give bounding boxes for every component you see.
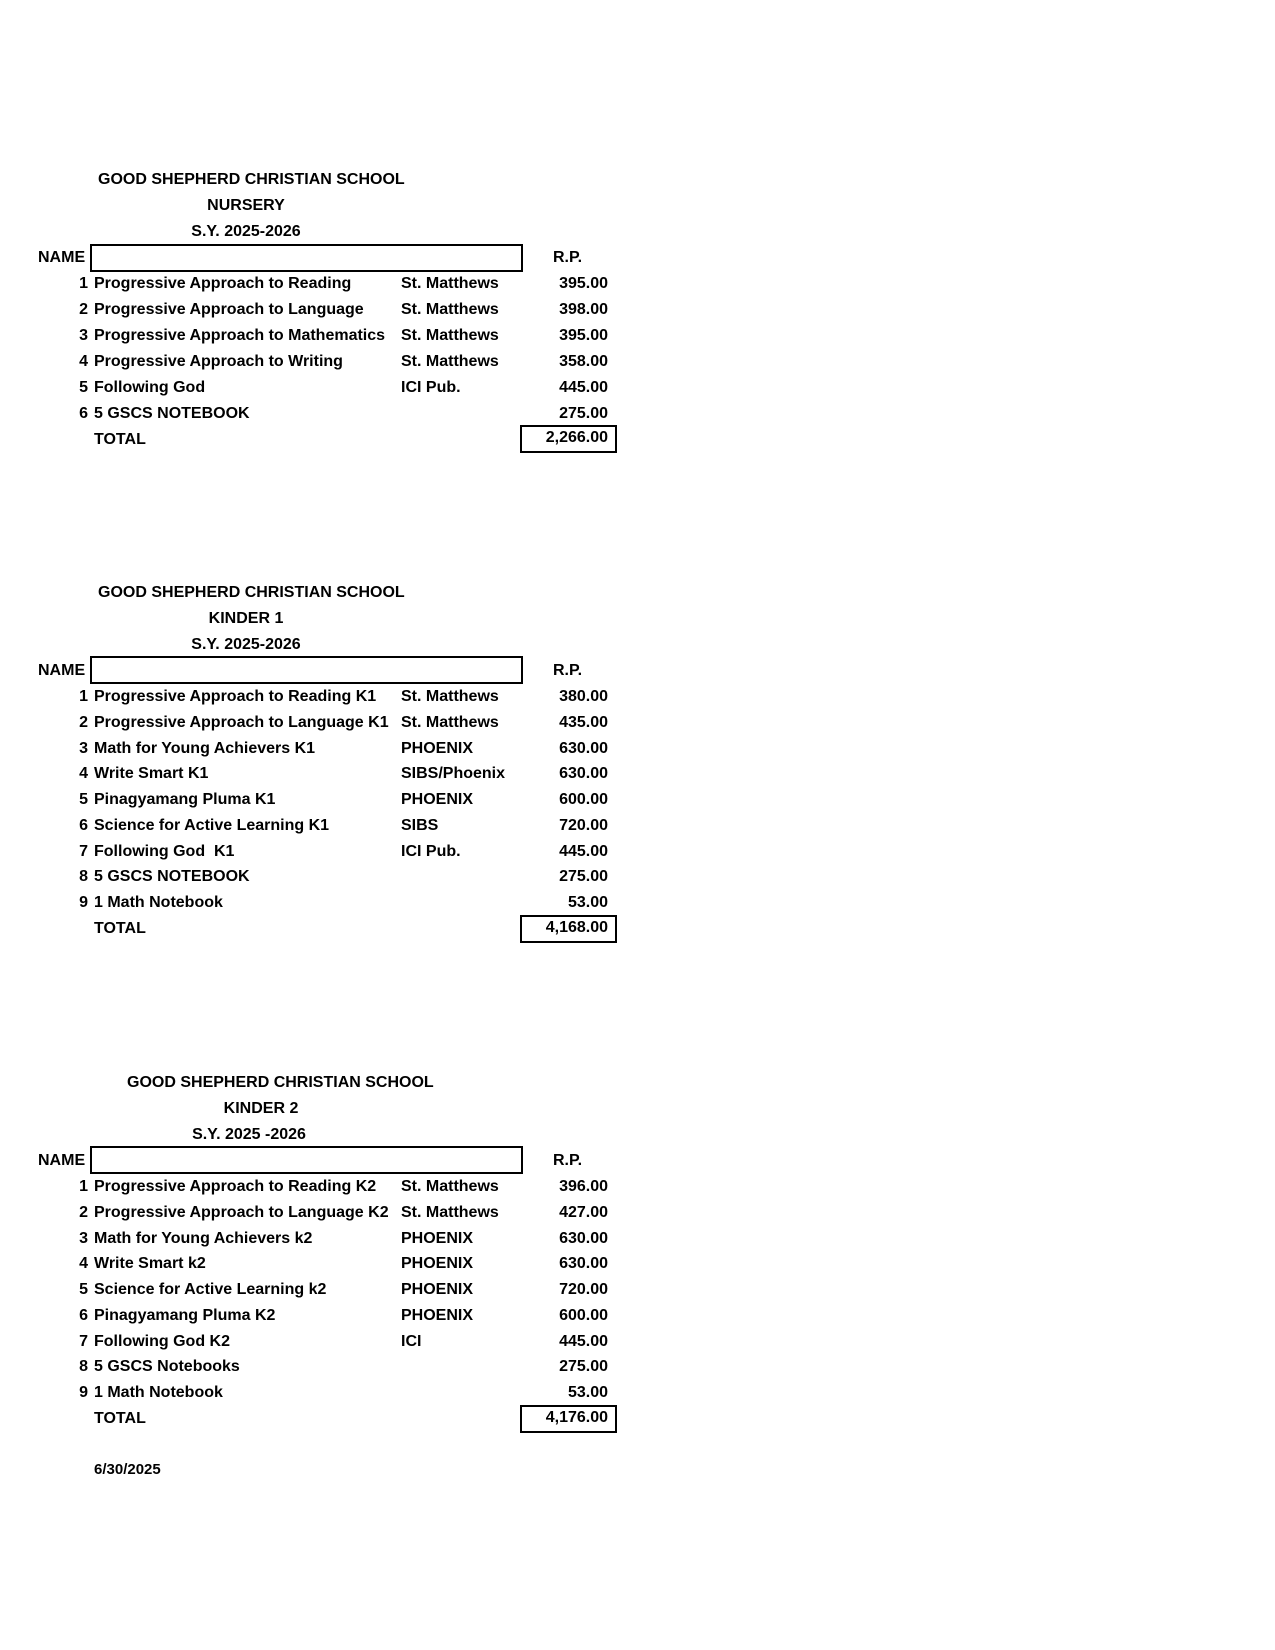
item-publisher: St. Matthews bbox=[401, 275, 499, 292]
item-publisher: PHOENIX bbox=[401, 791, 474, 808]
item-number: 7 bbox=[79, 843, 88, 860]
item-price: 396.00 bbox=[559, 1178, 608, 1195]
name-label: NAME bbox=[38, 249, 86, 266]
name-label: NAME bbox=[38, 1152, 86, 1169]
item-title: Progressive Approach to Reading K2 bbox=[94, 1178, 377, 1195]
item-price: 630.00 bbox=[559, 740, 608, 757]
item-number: 9 bbox=[79, 1384, 88, 1401]
item-number: 3 bbox=[79, 327, 88, 344]
item-price: 427.00 bbox=[559, 1204, 608, 1221]
item-number: 5 bbox=[79, 791, 88, 808]
total-label: TOTAL bbox=[94, 920, 146, 937]
item-price: 53.00 bbox=[567, 894, 608, 911]
item-title: Progressive Approach to Mathematics bbox=[94, 327, 386, 344]
item-title: Progressive Approach to Language K1 bbox=[94, 714, 389, 731]
item-number: 9 bbox=[79, 894, 88, 911]
name-field[interactable] bbox=[90, 1146, 523, 1174]
item-title: Following God bbox=[94, 379, 206, 396]
item-title: Write Smart k2 bbox=[94, 1255, 206, 1272]
item-price: 445.00 bbox=[559, 379, 608, 396]
total-value: 4,176.00 bbox=[520, 1405, 617, 1433]
price-header: R.P. bbox=[553, 662, 583, 679]
item-number: 2 bbox=[79, 1204, 88, 1221]
item-title: 1 Math Notebook bbox=[94, 894, 223, 911]
item-price: 395.00 bbox=[559, 275, 608, 292]
item-publisher: ICI bbox=[401, 1333, 422, 1350]
item-publisher: St. Matthews bbox=[401, 1178, 499, 1195]
item-price: 275.00 bbox=[559, 1358, 608, 1375]
item-price: 358.00 bbox=[559, 353, 608, 370]
item-number: 6 bbox=[79, 817, 88, 834]
item-publisher: PHOENIX bbox=[401, 740, 474, 757]
item-price: 600.00 bbox=[559, 1307, 608, 1324]
item-publisher: St. Matthews bbox=[401, 1204, 499, 1221]
item-title: Math for Young Achievers k2 bbox=[94, 1230, 313, 1247]
item-price: 275.00 bbox=[559, 405, 608, 422]
item-price: 445.00 bbox=[559, 843, 608, 860]
school-name: GOOD SHEPHERD CHRISTIAN SCHOOL bbox=[127, 1074, 434, 1091]
item-title: 5 GSCS NOTEBOOK bbox=[94, 868, 250, 885]
item-publisher: St. Matthews bbox=[401, 714, 499, 731]
name-field[interactable] bbox=[90, 244, 523, 272]
total-value: 4,168.00 bbox=[520, 915, 617, 943]
item-number: 3 bbox=[79, 1230, 88, 1247]
item-title: Math for Young Achievers K1 bbox=[94, 740, 316, 757]
item-price: 600.00 bbox=[559, 791, 608, 808]
item-number: 1 bbox=[79, 275, 88, 292]
item-publisher: St. Matthews bbox=[401, 301, 499, 318]
item-number: 4 bbox=[79, 353, 88, 370]
item-title: Science for Active Learning K1 bbox=[94, 817, 330, 834]
item-price: 435.00 bbox=[559, 714, 608, 731]
item-publisher: PHOENIX bbox=[401, 1230, 474, 1247]
item-title: 1 Math Notebook bbox=[94, 1384, 223, 1401]
item-title: Progressive Approach to Language K2 bbox=[94, 1204, 389, 1221]
item-number: 8 bbox=[79, 868, 88, 885]
item-publisher: St. Matthews bbox=[401, 327, 499, 344]
item-title: Progressive Approach to Writing bbox=[94, 353, 343, 370]
school-year: S.Y. 2025 -2026 bbox=[192, 1126, 306, 1143]
school-name: GOOD SHEPHERD CHRISTIAN SCHOOL bbox=[98, 584, 405, 601]
name-field[interactable] bbox=[90, 656, 523, 684]
item-price: 53.00 bbox=[567, 1384, 608, 1401]
grade-level: NURSERY bbox=[207, 197, 285, 214]
item-title: Progressive Approach to Language bbox=[94, 301, 364, 318]
item-number: 4 bbox=[79, 1255, 88, 1272]
item-price: 380.00 bbox=[559, 688, 608, 705]
item-title: Science for Active Learning k2 bbox=[94, 1281, 327, 1298]
item-title: Following God K1 bbox=[94, 843, 235, 860]
item-publisher: ICI Pub. bbox=[401, 379, 461, 396]
grade-level: KINDER 2 bbox=[223, 1100, 299, 1117]
school-year: S.Y. 2025-2026 bbox=[191, 223, 301, 240]
item-price: 630.00 bbox=[559, 1230, 608, 1247]
item-price: 275.00 bbox=[559, 868, 608, 885]
item-number: 5 bbox=[79, 1281, 88, 1298]
item-publisher: PHOENIX bbox=[401, 1281, 474, 1298]
item-title: 5 GSCS NOTEBOOK bbox=[94, 405, 250, 422]
item-publisher: SIBS/Phoenix bbox=[401, 765, 506, 782]
item-title: Pinagyamang Pluma K2 bbox=[94, 1307, 276, 1324]
item-number: 1 bbox=[79, 1178, 88, 1195]
item-title: Write Smart K1 bbox=[94, 765, 209, 782]
item-price: 630.00 bbox=[559, 765, 608, 782]
total-value: 2,266.00 bbox=[520, 425, 617, 453]
item-number: 2 bbox=[79, 714, 88, 731]
item-number: 3 bbox=[79, 740, 88, 757]
item-publisher: PHOENIX bbox=[401, 1307, 474, 1324]
item-price: 630.00 bbox=[559, 1255, 608, 1272]
item-number: 1 bbox=[79, 688, 88, 705]
name-label: NAME bbox=[38, 662, 86, 679]
item-price: 720.00 bbox=[559, 817, 608, 834]
item-title: Pinagyamang Pluma K1 bbox=[94, 791, 276, 808]
item-price: 720.00 bbox=[559, 1281, 608, 1298]
item-title: 5 GSCS Notebooks bbox=[94, 1358, 240, 1375]
item-number: 6 bbox=[79, 1307, 88, 1324]
item-price: 395.00 bbox=[559, 327, 608, 344]
item-number: 2 bbox=[79, 301, 88, 318]
school-year: S.Y. 2025-2026 bbox=[191, 636, 301, 653]
item-title: Progressive Approach to Reading K1 bbox=[94, 688, 377, 705]
total-label: TOTAL bbox=[94, 1410, 146, 1427]
item-publisher: St. Matthews bbox=[401, 688, 499, 705]
item-price: 398.00 bbox=[559, 301, 608, 318]
item-number: 5 bbox=[79, 379, 88, 396]
item-number: 8 bbox=[79, 1358, 88, 1375]
item-number: 6 bbox=[79, 405, 88, 422]
item-price: 445.00 bbox=[559, 1333, 608, 1350]
grade-level: KINDER 1 bbox=[208, 610, 284, 627]
item-number: 4 bbox=[79, 765, 88, 782]
item-title: Progressive Approach to Reading bbox=[94, 275, 352, 292]
footer-date: 6/30/2025 bbox=[94, 1461, 161, 1478]
item-publisher: St. Matthews bbox=[401, 353, 499, 370]
price-header: R.P. bbox=[553, 1152, 583, 1169]
school-name: GOOD SHEPHERD CHRISTIAN SCHOOL bbox=[98, 171, 405, 188]
item-number: 7 bbox=[79, 1333, 88, 1350]
item-publisher: SIBS bbox=[401, 817, 439, 834]
item-publisher: PHOENIX bbox=[401, 1255, 474, 1272]
item-title: Following God K2 bbox=[94, 1333, 230, 1350]
total-label: TOTAL bbox=[94, 431, 146, 448]
item-publisher: ICI Pub. bbox=[401, 843, 461, 860]
price-header: R.P. bbox=[553, 249, 583, 266]
